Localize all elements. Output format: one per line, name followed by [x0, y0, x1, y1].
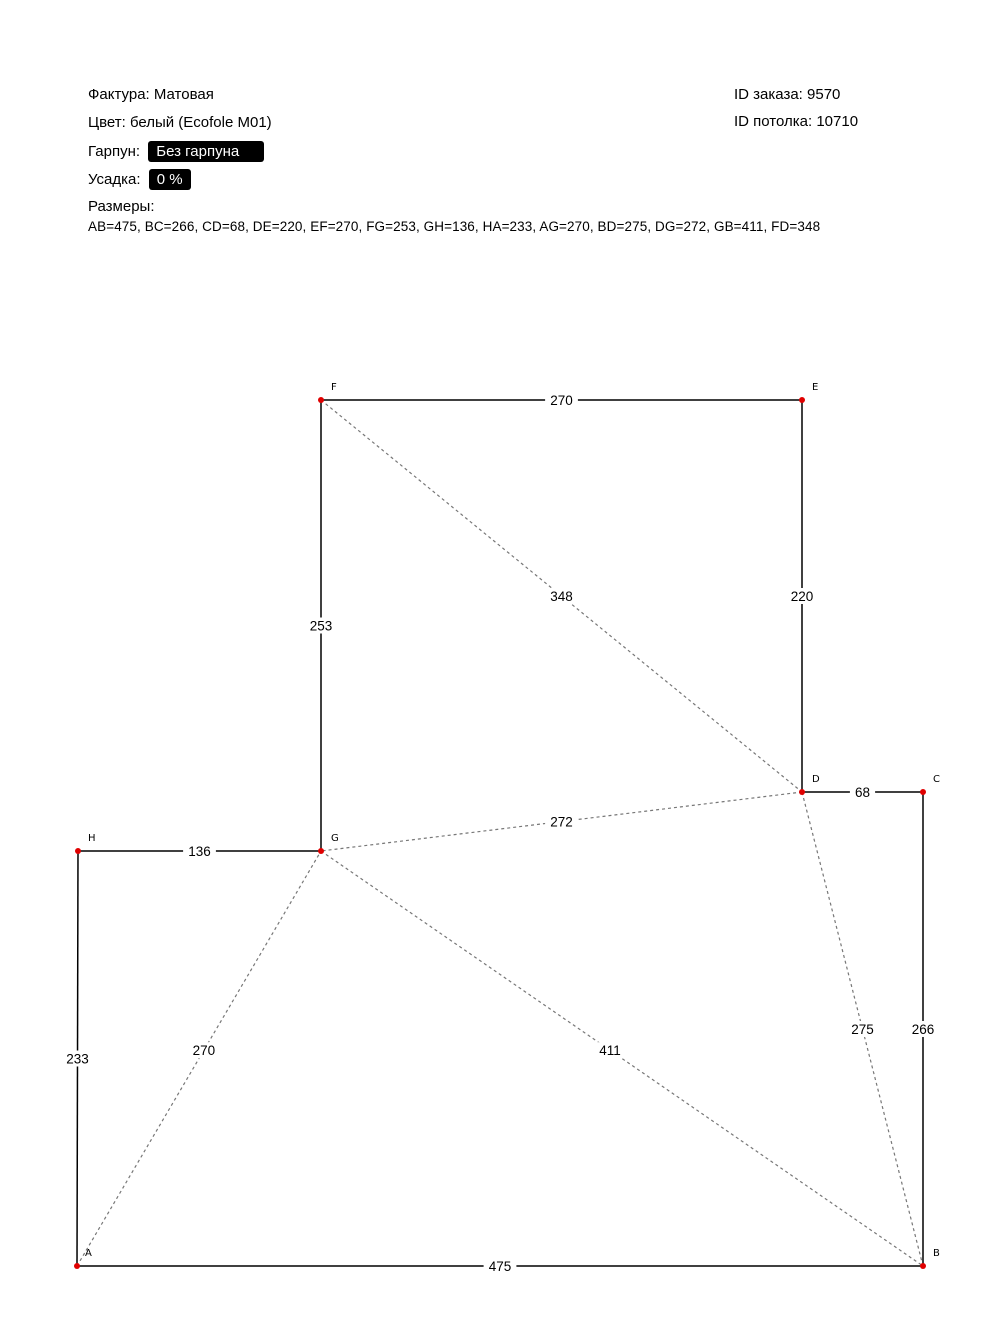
- side-gh-length-label: 136: [188, 844, 211, 859]
- side-ab-length-label: 475: [488, 1259, 512, 1274]
- texture-label: Фактура:: [88, 86, 150, 103]
- color-value: белый (Ecofole M01): [129, 114, 272, 131]
- color-label: Цвет:: [88, 114, 126, 131]
- sides-group: [77, 400, 923, 1266]
- diagonal-ag-length-label: 270: [192, 1043, 216, 1059]
- diagonal-fd-length-label: 348: [550, 589, 573, 604]
- vertex-d-point: [799, 789, 805, 795]
- vertices-group: [74, 397, 926, 1269]
- diagonals-group: [77, 400, 923, 1266]
- side-ef-length-label: 270: [550, 393, 573, 408]
- vertex-e-label: E: [812, 382, 819, 393]
- side-fg-length-label: 253: [309, 618, 333, 634]
- texture-value: Матовая: [153, 86, 214, 103]
- harpoon-badge: Без гарпуна: [148, 141, 264, 162]
- vertex-d-label: D: [812, 774, 820, 785]
- vertex-b-point: [920, 1263, 926, 1269]
- vertex-c-point: [920, 789, 926, 795]
- order-id-label: ID заказа:: [734, 86, 803, 103]
- edge-labels-group: [61, 392, 939, 1274]
- vertex-labels-group: [85, 382, 940, 1259]
- vertex-g-label: G: [331, 833, 339, 844]
- vertex-e-point: [799, 397, 805, 403]
- shrink-badge: 0 %: [149, 169, 191, 190]
- dims-heading: Размеры:: [88, 198, 155, 215]
- diagonal-ag-line: [77, 851, 321, 1266]
- ceiling-id-value: 10710: [816, 113, 859, 130]
- ceiling-id-label: ID потолка:: [734, 113, 813, 130]
- diagonal-dg-length-label: 272: [550, 814, 573, 830]
- vertex-a-label: A: [85, 1248, 92, 1259]
- vertex-c-label: C: [933, 774, 940, 785]
- order-id-value: 9570: [807, 86, 841, 103]
- side-bc-length-label: 266: [911, 1022, 935, 1037]
- diagonal-gb-length-label: 411: [599, 1043, 621, 1059]
- vertex-h-label: H: [88, 833, 96, 844]
- side-de-length-label: 220: [790, 589, 814, 604]
- harpoon-label: Гарпун:: [88, 143, 141, 160]
- vertex-b-label: B: [933, 1248, 940, 1259]
- vertex-a-point: [74, 1263, 80, 1269]
- vertex-f-label: F: [331, 382, 337, 393]
- vertex-f-point: [318, 397, 324, 403]
- vertex-g-point: [318, 848, 324, 854]
- shrink-label: Усадка:: [88, 171, 141, 188]
- diagonal-gb-line: [321, 851, 923, 1266]
- dims-list: AB=475, BC=266, CD=68, DE=220, EF=270, FG=253, GH=136, HA=233, AG=270, BD=275, DG=272, GB=411, FD=348: [88, 219, 821, 234]
- side-ha-length-label: 233: [66, 1051, 89, 1067]
- diagonal-bd-length-label: 275: [851, 1022, 874, 1037]
- vertex-h-point: [75, 848, 81, 854]
- side-cd-length-label: 68: [854, 785, 871, 800]
